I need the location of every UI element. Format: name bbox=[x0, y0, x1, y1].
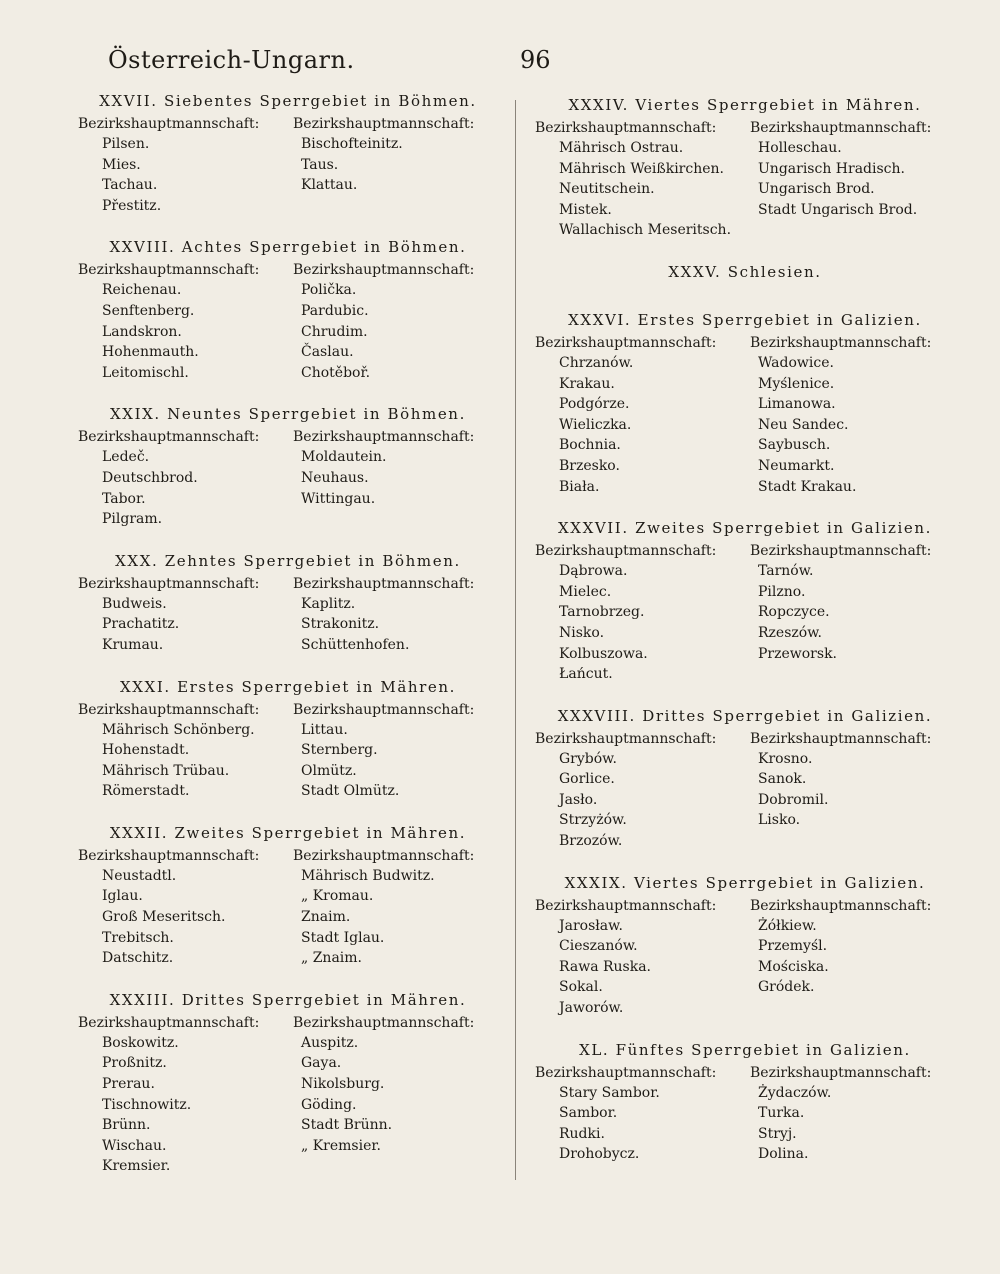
district-entry: Mährisch Schönberg. bbox=[102, 721, 255, 738]
district-entry: Kolbuszowa. bbox=[559, 645, 648, 662]
district-entry: Proßnitz. bbox=[102, 1055, 167, 1072]
district-entry: Wieliczka. bbox=[559, 416, 632, 433]
district-entry: Jarosław. bbox=[559, 917, 623, 934]
district-entry: „ Kromau. bbox=[301, 888, 374, 905]
district-entry: Drohobycz. bbox=[559, 1146, 640, 1163]
district-entry: Stadt Ungarisch Brod. bbox=[758, 201, 918, 218]
district-list bbox=[293, 1033, 498, 1157]
district-entry: Göding. bbox=[301, 1096, 357, 1113]
district-entry: Taus. bbox=[301, 156, 339, 173]
district-list bbox=[293, 866, 498, 969]
district-entry: Stadt Olmütz. bbox=[301, 783, 400, 800]
district-column-b bbox=[293, 574, 498, 656]
section-heading: XXXIX. Viertes Sperrgebiet in Galizien. bbox=[564, 873, 926, 892]
district-entry: Mährisch Weißkirchen. bbox=[559, 160, 724, 177]
section-heading: XXXVIII. Drittes Sperrgebiet in Galizien. bbox=[557, 706, 933, 725]
district-list bbox=[293, 594, 498, 656]
district-entry: Trebitsch. bbox=[102, 929, 174, 946]
district-entry: Polička. bbox=[301, 282, 357, 299]
district-entry: Moldautein. bbox=[301, 449, 387, 466]
district-column-b bbox=[293, 427, 498, 529]
district-entry: Tarnów. bbox=[758, 563, 814, 580]
district-list bbox=[78, 447, 293, 529]
section-heading: XXVIII. Achtes Sperrgebiet in Böhmen. bbox=[109, 238, 467, 257]
district-column-a bbox=[78, 700, 293, 802]
district-list bbox=[293, 134, 498, 196]
column-header: Bezirkshauptmannschaft: bbox=[78, 847, 260, 864]
district-entry: Nisko. bbox=[559, 624, 605, 641]
running-title: Österreich-Ungarn. bbox=[108, 46, 355, 74]
district-column-a bbox=[78, 114, 293, 216]
left-column bbox=[78, 90, 498, 1197]
district-entry: Senftenberg. bbox=[102, 302, 195, 319]
column-header: Bezirkshauptmannschaft: bbox=[78, 429, 260, 446]
district-entry: Wischau. bbox=[102, 1137, 167, 1154]
column-header: Bezirkshauptmannschaft: bbox=[293, 262, 475, 279]
district-column-a bbox=[535, 118, 750, 241]
district-list bbox=[78, 280, 293, 383]
district-list bbox=[750, 138, 955, 220]
column-header: Bezirkshauptmannschaft: bbox=[78, 262, 260, 279]
district-entry: Stadt Krakau. bbox=[758, 478, 857, 495]
district-column-b bbox=[293, 260, 498, 383]
district-entry: Mielec. bbox=[559, 583, 612, 600]
district-entry: Hohenstadt. bbox=[102, 742, 190, 759]
district-entry: Sokal. bbox=[559, 979, 603, 996]
column-header: Bezirkshauptmannschaft: bbox=[293, 847, 475, 864]
district-column-b bbox=[293, 700, 498, 802]
section-heading: XL. Fünftes Sperrgebiet in Galizien. bbox=[579, 1040, 911, 1059]
district-entry: Przemyśl. bbox=[758, 938, 828, 955]
district-entry: Krosno. bbox=[758, 750, 813, 767]
district-column-a bbox=[78, 260, 293, 383]
district-entry: Littau. bbox=[301, 721, 348, 738]
district-column-b bbox=[293, 114, 498, 216]
right-column bbox=[535, 94, 955, 1185]
district-entry: Dobromil. bbox=[758, 791, 829, 808]
page-number: 96 bbox=[520, 46, 551, 74]
district-entry: Tabor. bbox=[102, 490, 146, 507]
right-section bbox=[535, 517, 955, 685]
left-section bbox=[78, 236, 498, 383]
district-list bbox=[78, 866, 293, 969]
district-column-b bbox=[750, 729, 955, 852]
district-list bbox=[535, 561, 750, 685]
district-entry: Stryj. bbox=[758, 1125, 797, 1142]
district-entry: Tischnowitz. bbox=[102, 1096, 192, 1113]
district-entry: Pardubic. bbox=[301, 302, 369, 319]
district-entry: Strzyżów. bbox=[559, 812, 627, 829]
district-entry: Stadt Brünn. bbox=[301, 1117, 393, 1134]
section-heading-xxxv: XXXV. Schlesien. bbox=[668, 262, 822, 281]
district-entry: Turka. bbox=[758, 1105, 805, 1122]
district-entry: Iglau. bbox=[102, 888, 143, 905]
district-entry: Budweis. bbox=[102, 595, 167, 612]
district-entry: Strakonitz. bbox=[301, 616, 380, 633]
district-column-b bbox=[750, 896, 955, 1019]
column-header: Bezirkshauptmannschaft: bbox=[293, 575, 475, 592]
district-entry: Auspitz. bbox=[301, 1034, 359, 1051]
district-entry: Brzesko. bbox=[559, 457, 620, 474]
column-header: Bezirkshauptmannschaft: bbox=[750, 120, 932, 136]
district-entry: Mährisch Trübau. bbox=[102, 762, 230, 779]
district-entry: Dąbrowa. bbox=[559, 563, 628, 580]
left-section bbox=[78, 676, 498, 802]
column-divider bbox=[515, 100, 516, 1180]
column-header: Bezirkshauptmannschaft: bbox=[535, 543, 717, 560]
district-entry: Znaim. bbox=[301, 909, 351, 926]
district-column-a bbox=[78, 1013, 293, 1177]
right-section bbox=[535, 705, 955, 852]
district-entry: Neustadtl. bbox=[102, 867, 177, 884]
district-entry: Krakau. bbox=[559, 375, 615, 392]
district-list bbox=[78, 720, 293, 802]
district-entry: Cieszanów. bbox=[559, 938, 638, 955]
district-entry: Podgórze. bbox=[559, 396, 630, 413]
district-entry: Deutschbrod. bbox=[102, 469, 198, 486]
district-list bbox=[750, 916, 955, 998]
district-entry: Časlau. bbox=[301, 344, 354, 361]
district-entry: Leitomischl. bbox=[102, 364, 189, 381]
district-entry: Łańcut. bbox=[559, 666, 613, 683]
district-entry: Olmütz. bbox=[301, 762, 357, 779]
district-list bbox=[78, 1033, 293, 1177]
column-header: Bezirkshauptmannschaft: bbox=[293, 116, 475, 132]
district-entry: Ungarisch Brod. bbox=[758, 181, 875, 198]
left-section bbox=[78, 90, 498, 216]
district-entry: Sambor. bbox=[559, 1105, 618, 1122]
district-entry: Żółkiew. bbox=[758, 917, 817, 934]
district-entry: Jasło. bbox=[559, 791, 598, 808]
district-entry: Grybów. bbox=[559, 750, 617, 767]
district-entry: Sternberg. bbox=[301, 742, 378, 759]
column-header: Bezirkshauptmannschaft: bbox=[535, 120, 717, 136]
district-entry: Brzozów. bbox=[559, 833, 623, 850]
district-entry: Jaworów. bbox=[559, 1000, 624, 1017]
district-column-a bbox=[535, 541, 750, 685]
column-header: Bezirkshauptmannschaft: bbox=[535, 730, 717, 747]
district-entry: Landskron. bbox=[102, 323, 182, 340]
district-entry: „ Kremsier. bbox=[301, 1137, 381, 1154]
column-header: Bezirkshauptmannschaft: bbox=[535, 897, 717, 914]
district-entry: Boskowitz. bbox=[102, 1034, 179, 1051]
section-heading: XXIX. Neuntes Sperrgebiet in Böhmen. bbox=[110, 405, 466, 424]
district-column-a bbox=[78, 846, 293, 969]
district-entry: Krumau. bbox=[102, 636, 164, 653]
section-heading: XXXI. Erstes Sperrgebiet in Mähren. bbox=[120, 677, 456, 696]
district-entry: Pilgram. bbox=[102, 511, 163, 528]
district-entry: Lisko. bbox=[758, 812, 801, 829]
district-column-a bbox=[535, 729, 750, 852]
section-heading: XXX. Zehntes Sperrgebiet in Böhmen. bbox=[115, 551, 461, 570]
section-heading: XXXIV. Viertes Sperrgebiet in Mähren. bbox=[568, 96, 922, 114]
district-list bbox=[535, 1083, 750, 1165]
district-entry: Datschitz. bbox=[102, 950, 174, 967]
column-header: Bezirkshauptmannschaft: bbox=[750, 730, 932, 747]
district-entry: Rzeszów. bbox=[758, 624, 822, 641]
district-column-a bbox=[535, 896, 750, 1019]
district-entry: Neu Sandec. bbox=[758, 416, 849, 433]
district-column-a bbox=[535, 333, 750, 497]
district-column-a bbox=[535, 1063, 750, 1165]
district-entry: Mościska. bbox=[758, 958, 829, 975]
district-column-b bbox=[293, 1013, 498, 1177]
section-heading: XXXVI. Erstes Sperrgebiet in Galizien. bbox=[568, 310, 922, 329]
district-column-b bbox=[293, 846, 498, 969]
column-header: Bezirkshauptmannschaft: bbox=[535, 1064, 717, 1081]
district-entry: Kaplitz. bbox=[301, 595, 356, 612]
district-column-a bbox=[78, 574, 293, 656]
district-entry: Limanowa. bbox=[758, 396, 836, 413]
district-entry: Brünn. bbox=[102, 1117, 151, 1134]
district-entry: Saybusch. bbox=[758, 437, 831, 454]
district-entry: Gaya. bbox=[301, 1055, 342, 1072]
district-list bbox=[293, 447, 498, 509]
column-header: Bezirkshauptmannschaft: bbox=[78, 701, 260, 718]
column-header: Bezirkshauptmannschaft: bbox=[78, 116, 260, 132]
district-entry: Bischofteinitz. bbox=[301, 136, 403, 152]
district-entry: Neutitschein. bbox=[559, 181, 655, 198]
district-entry: Ungarisch Hradisch. bbox=[758, 160, 905, 177]
district-entry: Ledeč. bbox=[102, 449, 150, 466]
district-column-b bbox=[750, 541, 955, 685]
column-header: Bezirkshauptmannschaft: bbox=[750, 543, 932, 560]
right-section bbox=[535, 94, 955, 241]
right-section bbox=[535, 872, 955, 1019]
district-entry: Prachatitz. bbox=[102, 616, 180, 633]
district-entry: „ Znaim. bbox=[301, 950, 362, 967]
district-entry: Wallachisch Meseritsch. bbox=[559, 222, 732, 239]
district-entry: Stary Sambor. bbox=[559, 1084, 660, 1101]
column-header: Bezirkshauptmannschaft: bbox=[78, 575, 260, 592]
column-header: Bezirkshauptmannschaft: bbox=[750, 897, 932, 914]
district-entry: Gorlice. bbox=[559, 771, 615, 788]
district-entry: Klattau. bbox=[301, 177, 358, 194]
district-entry: Żydaczów. bbox=[758, 1084, 832, 1101]
section-heading: XXVII. Siebentes Sperrgebiet in Böhmen. bbox=[99, 92, 477, 110]
district-entry: Mährisch Ostrau. bbox=[559, 140, 684, 156]
district-list bbox=[535, 138, 750, 241]
district-list bbox=[750, 353, 955, 497]
district-entry: Groß Meseritsch. bbox=[102, 909, 226, 926]
column-header: Bezirkshauptmannschaft: bbox=[750, 1064, 932, 1081]
district-entry: Mies. bbox=[102, 156, 141, 173]
left-section bbox=[78, 989, 498, 1177]
district-list bbox=[750, 561, 955, 664]
district-entry: Bochnia. bbox=[559, 437, 621, 454]
district-entry: Prerau. bbox=[102, 1076, 155, 1093]
district-entry: Kremsier. bbox=[102, 1158, 171, 1175]
district-entry: Römerstadt. bbox=[102, 783, 190, 800]
district-entry: Myślenice. bbox=[758, 375, 835, 392]
district-entry: Chotěboř. bbox=[301, 364, 371, 381]
district-list bbox=[78, 134, 293, 216]
section-heading: XXXIII. Drittes Sperrgebiet in Mähren. bbox=[109, 990, 467, 1009]
column-header: Bezirkshauptmannschaft: bbox=[293, 1014, 475, 1031]
column-header: Bezirkshauptmannschaft: bbox=[293, 701, 475, 718]
district-entry: Stadt Iglau. bbox=[301, 929, 385, 946]
district-column-b bbox=[750, 1063, 955, 1165]
district-list bbox=[293, 280, 498, 383]
district-list bbox=[293, 720, 498, 802]
left-section bbox=[78, 550, 498, 656]
district-list bbox=[750, 1083, 955, 1165]
section-heading: XXXII. Zweites Sperrgebiet in Mähren. bbox=[109, 823, 467, 842]
column-header: Bezirkshauptmannschaft: bbox=[293, 429, 475, 446]
right-section bbox=[535, 1039, 955, 1165]
district-entry: Tarnobrzeg. bbox=[559, 604, 645, 621]
district-entry: Neuhaus. bbox=[301, 469, 369, 486]
district-entry: Hohenmauth. bbox=[102, 344, 199, 361]
district-list bbox=[750, 749, 955, 831]
district-entry: Chrudim. bbox=[301, 323, 368, 340]
district-entry: Přestitz. bbox=[102, 197, 162, 214]
district-list bbox=[535, 353, 750, 497]
district-column-b bbox=[750, 333, 955, 497]
right-section bbox=[535, 309, 955, 497]
column-header: Bezirkshauptmannschaft: bbox=[750, 334, 932, 351]
column-header: Bezirkshauptmannschaft: bbox=[78, 1014, 260, 1031]
district-entry: Pilsen. bbox=[102, 136, 150, 152]
district-entry: Biała. bbox=[559, 478, 600, 495]
district-entry: Pilzno. bbox=[758, 583, 806, 600]
left-section bbox=[78, 403, 498, 529]
section-heading: XXXVII. Zweites Sperrgebiet in Galizien. bbox=[558, 519, 932, 538]
district-entry: Nikolsburg. bbox=[301, 1076, 385, 1093]
district-entry: Sanok. bbox=[758, 771, 807, 788]
district-entry: Schüttenhofen. bbox=[301, 636, 410, 653]
district-entry: Ropczyce. bbox=[758, 604, 830, 621]
district-list bbox=[535, 749, 750, 852]
column-header: Bezirkshauptmannschaft: bbox=[535, 334, 717, 351]
district-entry: Wadowice. bbox=[758, 354, 834, 371]
district-column-b bbox=[750, 118, 955, 241]
district-entry: Reichenau. bbox=[102, 282, 182, 299]
district-entry: Gródek. bbox=[758, 979, 815, 996]
district-entry: Tachau. bbox=[102, 177, 158, 194]
district-entry: Mährisch Budwitz. bbox=[301, 867, 435, 884]
district-entry: Dolina. bbox=[758, 1146, 809, 1163]
district-list bbox=[78, 594, 293, 656]
district-entry: Chrzanów. bbox=[559, 354, 634, 371]
district-list bbox=[535, 916, 750, 1019]
district-column-a bbox=[78, 427, 293, 529]
district-entry: Holleschau. bbox=[758, 140, 842, 156]
district-entry: Rawa Ruska. bbox=[559, 958, 652, 975]
district-entry: Rudki. bbox=[559, 1125, 605, 1142]
district-entry: Neumarkt. bbox=[758, 457, 835, 474]
district-entry: Przeworsk. bbox=[758, 645, 837, 662]
district-entry: Wittingau. bbox=[301, 490, 376, 507]
left-section bbox=[78, 822, 498, 969]
district-entry: Mistek. bbox=[559, 201, 612, 218]
